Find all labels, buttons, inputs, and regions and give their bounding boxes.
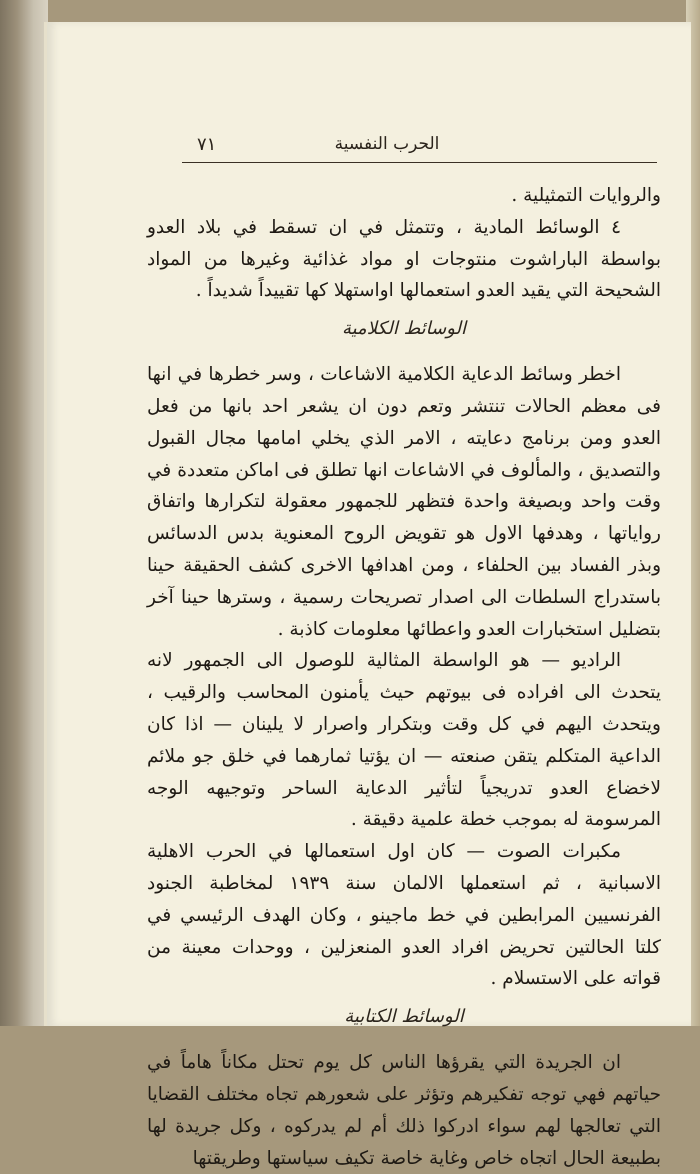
scan-left-edge: [0, 0, 48, 1026]
book-page: [44, 22, 691, 1169]
section-heading-written: الوسائط الكتابية: [344, 1006, 464, 1028]
paragraph-5: مكبرات الصوت — كان اول استعمالها في الحرب الاهلية الاسبانية ، ثم استعملها الالمان سنة ١٩٣٩ لمخاطبة الجنود الفرنسيين المرابطين في خط ماجينو ، وكان الهدف الرئيسي في كلتا الحالتين تحريض افراد العدو المنعزلين ، ووحدات معينة من قواته على الاستسلام .: [147, 841, 662, 990]
paragraph-1: والروايات التمثيلية .: [511, 185, 661, 206]
paragraph-6: ان الجريدة التي يقرؤها الناس كل يوم تحتل مكاناً هاماً في حياتهم فهي توجه تفكيرهم وتؤثر على شعورهم تجاه مختلف القضايا التي تعالجها لهم سواء ادركوا ذلك أم لم يدركوه ، وكل جريدة لها بطبيعة الحال اتجاه خاص وغاية خاصة تكيف سياستها وطريقتها: [147, 1052, 661, 1169]
body-text: [147, 180, 661, 1174]
running-head: [117, 104, 657, 174]
page-number: ٧١: [197, 134, 217, 155]
paragraph-4: الراديو — هو الواسطة المثالية للوصول الى الجمهور لانه يتحدث الى افراده فى بيوتهم حيث يأمنون المحاسب والرقيب ، ويتحدث اليهم في كل وقت وبتكرار واصرار لا يلينان — اذا كان الداعية المتكلم يتقن صنعته — ان يؤتيا ثمارهما في خلق جو ملائم لاخضاع العدو تدريجياً لتأثير الدعاية الساحر وتوجيهه الوجه المرسومة له بموجب خطة علمية دقيقة .: [147, 650, 661, 831]
page-title: الحرب النفسية: [334, 134, 440, 154]
section-heading-spoken: الوسائط الكلامية: [341, 318, 467, 340]
header-rule: [182, 162, 657, 163]
paragraph-2: ٤ الوسائط المادية ، وتتمثل في ان تسقط في بلاد العدو بواسطة الباراشوت منتوجات او مواد غذائية وغيرها من المواد الشحيحة التي يقيد العدو استعمالها اواستهلا كها تقييداً شديداً .: [147, 216, 661, 302]
paragraph-3: اخطر وسائط الدعاية الكلامية الاشاعات ، وسر خطرها في انها فى معظم الحالات تنتشر وتعم دون ان يشعر احد بانها من فعل العدو ومن برنامج دعايته ، الامر الذي يخلي امامها مجال القبول والتصديق ، والمألوف في الاشاعات انها تطلق فى اماكن متعددة في وقت واحد وبصيغة واحدة فتظهر للجمهور معقولة لتكرارها واتفاق رواياتها ، وهدفها الاول هو تقويض الروح المعنوية بدس الدسائس وبذر الفساد بين الحلفاء ، ومن اهدافها الاخرى كشف الحقيقة حينا باستدراج السلطات الى اصدار تصريحات رسمية ، وسترها حينا آخر بتضليل استخبارات العدو واعطائها معلومات كاذبة .: [147, 364, 661, 640]
